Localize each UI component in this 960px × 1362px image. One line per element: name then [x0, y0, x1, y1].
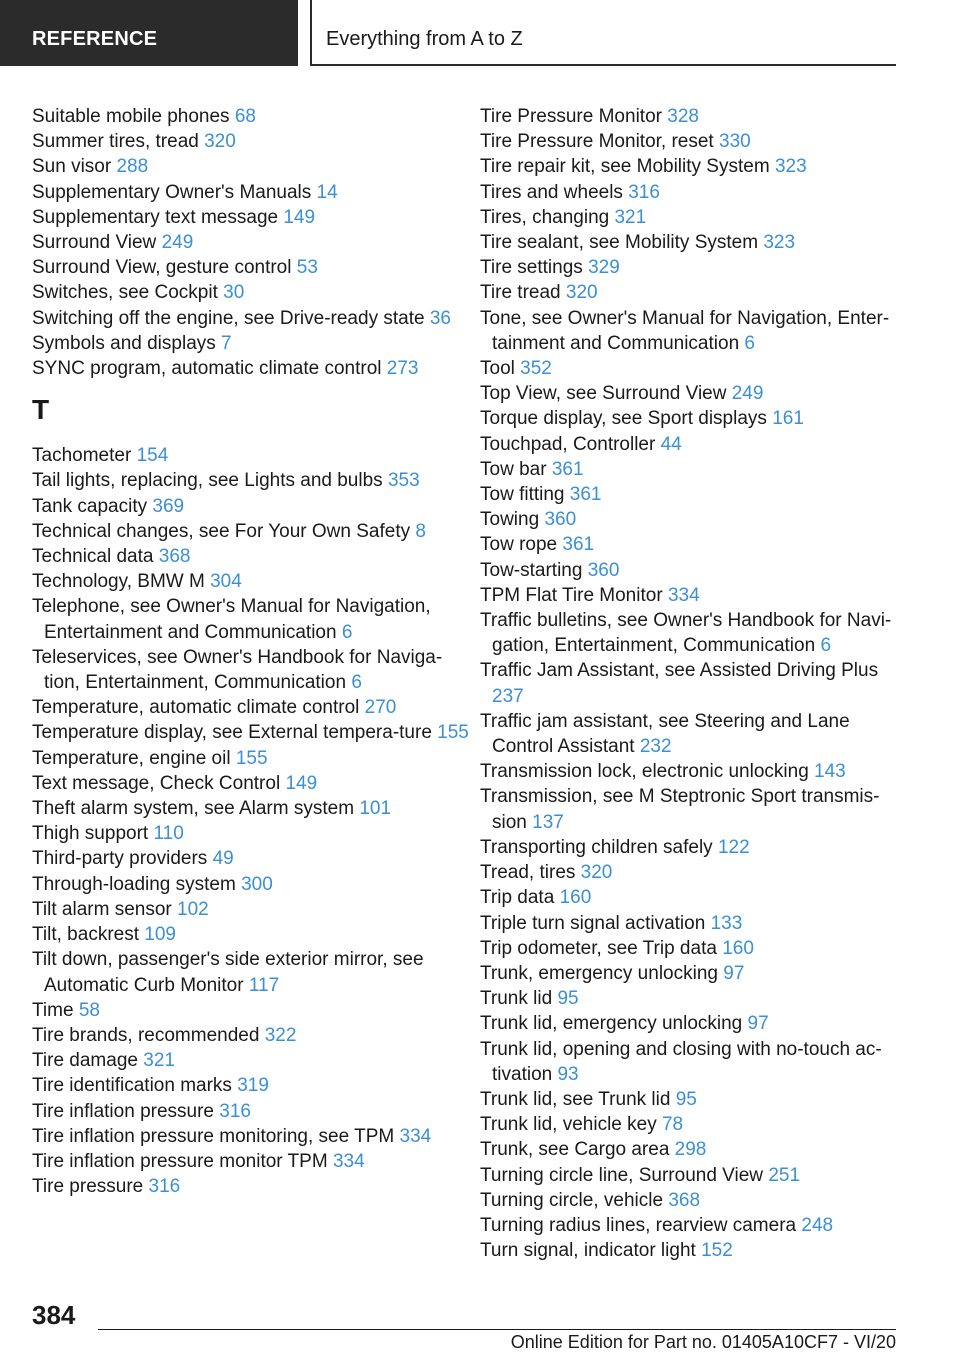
page-reference-link[interactable]: 155	[437, 722, 469, 744]
index-entry	[32, 846, 472, 871]
page-reference-link[interactable]: 155	[235, 747, 268, 769]
index-entry	[480, 532, 910, 557]
index-term: Torque display, see Sport displays	[480, 408, 767, 430]
index-term: Trip data	[480, 887, 555, 909]
index-entry	[32, 468, 472, 493]
index-term: Tire identification marks	[32, 1075, 232, 1097]
index-term: Transmission, see M Steptronic Sport transmis-sion	[480, 786, 880, 833]
index-term: Tilt down, passenger's side exterior mirror, see Automatic Curb Monitor	[32, 949, 424, 996]
index-entry	[480, 457, 910, 482]
page-reference-link[interactable]: 360	[544, 509, 577, 531]
index-term: Surround View	[32, 232, 157, 254]
index-entry	[480, 1011, 910, 1036]
index-term: Tire inflation pressure monitoring, see TPM	[32, 1125, 395, 1147]
header-divider	[310, 0, 312, 66]
index-entry	[480, 961, 910, 986]
index-entry	[32, 872, 472, 897]
page-reference-link[interactable]: 319	[237, 1075, 269, 1097]
index-entry	[32, 519, 472, 544]
index-term: Tire damage	[32, 1050, 138, 1072]
index-term: Suitable mobile phones	[32, 106, 230, 127]
index-term: Tires, changing	[480, 206, 610, 228]
index-entry	[32, 821, 472, 846]
page-reference-link[interactable]: 330	[719, 131, 751, 153]
index-entry	[480, 129, 910, 154]
index-entry	[32, 897, 472, 922]
index-term: Trunk lid	[480, 988, 553, 1010]
footer-rule	[98, 1329, 896, 1330]
page-reference-link[interactable]: 133	[710, 912, 743, 934]
index-entry	[32, 205, 472, 230]
index-entry	[32, 1124, 472, 1149]
index-term: Temperature, engine oil	[32, 747, 231, 769]
page-reference-link[interactable]: 36	[429, 307, 451, 329]
page-reference-link[interactable]: 304	[210, 571, 242, 593]
page-reference-link[interactable]: 137	[532, 811, 564, 833]
page-reference-link[interactable]: 8	[415, 520, 426, 542]
index-entry	[480, 885, 910, 910]
index-group-t	[32, 443, 472, 1199]
index-entry	[32, 443, 472, 468]
index-entry	[480, 1213, 910, 1238]
index-term: Turning radius lines, rearview camera	[480, 1214, 797, 1236]
index-column-right	[480, 104, 910, 1263]
index-term: Turning circle line, Surround View	[480, 1164, 764, 1186]
index-entry	[480, 1087, 910, 1112]
index-entry	[32, 998, 472, 1023]
page-reference-link[interactable]: 14	[316, 181, 338, 203]
index-term: Through-loading system	[32, 873, 236, 895]
edition-note: Online Edition for Part no. 01405A10CF7 - VI/20	[510, 1332, 896, 1352]
index-term: Tail lights, replacing, see Lights and bulbs	[32, 470, 383, 492]
page-reference-link[interactable]: 160	[722, 937, 754, 959]
index-term: Tire Pressure Monitor, reset	[480, 131, 714, 153]
page-reference-link[interactable]: 101	[359, 798, 392, 820]
index-entry	[32, 255, 472, 280]
index-term: Tire settings	[480, 257, 583, 279]
page-reference-link[interactable]: 320	[565, 282, 598, 304]
index-entry	[480, 936, 910, 961]
page-reference-link[interactable]: 251	[768, 1164, 801, 1186]
page-reference-link[interactable]: 361	[551, 458, 584, 480]
index-entry	[32, 331, 472, 356]
index-entry	[32, 1048, 472, 1073]
page-reference-link[interactable]: 6	[351, 672, 362, 694]
page-reference-link[interactable]: 102	[177, 898, 209, 920]
page-reference-link[interactable]: 334	[332, 1150, 365, 1172]
index-entry	[480, 255, 910, 280]
index-term: Tire brands, recommended	[32, 1024, 260, 1046]
index-entry	[480, 154, 910, 179]
index-entry	[32, 544, 472, 569]
index-entry	[480, 230, 910, 255]
index-term: Technical data	[32, 546, 154, 568]
index-term: Tow fitting	[480, 484, 565, 506]
index-term: Thigh support	[32, 823, 149, 845]
index-entry	[32, 180, 472, 205]
page-reference-link[interactable]: 237	[492, 685, 524, 707]
page-reference-link[interactable]: 323	[774, 156, 807, 178]
page-reference-link[interactable]: 369	[152, 495, 185, 517]
index-entry	[480, 1238, 910, 1263]
page-reference-link[interactable]: 95	[557, 988, 579, 1010]
page-reference-link[interactable]: 149	[285, 772, 318, 794]
page-reference-link[interactable]: 78	[661, 1114, 684, 1136]
page-reference-link[interactable]: 68	[234, 106, 256, 127]
index-term: Symbols and displays	[32, 332, 216, 354]
index-entry	[32, 771, 472, 796]
index-term: Switching off the engine, see Drive-ready state	[32, 307, 425, 329]
index-entry	[480, 784, 910, 834]
index-entry	[480, 406, 910, 431]
index-term: Switches, see Cockpit	[32, 282, 218, 304]
index-entry	[480, 280, 910, 305]
page-reference-link[interactable]: 323	[763, 232, 796, 254]
index-entry	[32, 230, 472, 255]
index-entry	[32, 280, 472, 305]
index-term: Top View, see Surround View	[480, 383, 727, 405]
header-rule	[312, 64, 896, 66]
index-entry	[480, 911, 910, 936]
index-term: Trunk lid, opening and closing with no-touch ac-tivation	[480, 1038, 882, 1085]
index-entry	[32, 645, 472, 695]
index-entry	[480, 1163, 910, 1188]
page-reference-link[interactable]: 149	[283, 206, 316, 228]
index-term: Supplementary text message	[32, 206, 279, 228]
page-reference-link[interactable]: 288	[116, 156, 149, 178]
page-reference-link[interactable]: 360	[587, 559, 620, 581]
index-term: Tire pressure	[32, 1176, 144, 1198]
page-reference-link[interactable]: 361	[562, 534, 595, 556]
index-term: Trunk, see Cargo area	[480, 1139, 670, 1161]
index-term: Touchpad, Controller	[480, 433, 656, 455]
page-reference-link[interactable]: 53	[296, 257, 318, 279]
index-term: Traffic Jam Assistant, see Assisted Driving Plus	[480, 660, 879, 682]
index-term: Triple turn signal activation	[480, 912, 706, 934]
page-reference-link[interactable]: 334	[399, 1125, 432, 1147]
index-term: Text message, Check Control	[32, 772, 281, 794]
index-entry	[32, 695, 472, 720]
page-reference-link[interactable]: 122	[717, 836, 750, 858]
index-term: SYNC program, automatic climate control	[32, 358, 382, 380]
index-entry	[480, 356, 910, 381]
page-reference-link[interactable]: 30	[223, 282, 245, 304]
index-term: Technical changes, see For Your Own Safety	[32, 520, 411, 542]
index-term: Summer tires, tread	[32, 131, 199, 153]
index-entry	[480, 180, 910, 205]
page-reference-link[interactable]: 316	[628, 181, 660, 203]
page-reference-link[interactable]: 110	[153, 823, 184, 845]
page-reference-link[interactable]: 298	[674, 1139, 707, 1161]
index-entry	[32, 356, 472, 381]
page-reference-link[interactable]: 248	[801, 1214, 834, 1236]
index-entry	[480, 1188, 910, 1213]
index-entry	[480, 1112, 910, 1137]
index-entry	[32, 922, 472, 947]
page-reference-link[interactable]: 249	[731, 383, 764, 405]
page-reference-link[interactable]: 49	[212, 848, 234, 870]
page-reference-link[interactable]: 316	[148, 1176, 181, 1198]
page-reference-link[interactable]: 368	[668, 1189, 701, 1211]
page-reference-link[interactable]: 109	[144, 924, 176, 946]
page-reference-link[interactable]: 97	[723, 962, 745, 984]
index-entry	[32, 947, 472, 997]
section-tab	[0, 0, 298, 66]
index-term: Time	[32, 999, 74, 1021]
chapter-title: Everything from A to Z	[326, 28, 523, 50]
page-reference-link[interactable]: 273	[386, 358, 419, 380]
index-term: Turning circle, vehicle	[480, 1189, 664, 1211]
page-reference-link[interactable]: 353	[387, 470, 420, 492]
page-reference-link[interactable]: 300	[241, 873, 273, 895]
page-reference-link[interactable]: 6	[744, 332, 755, 354]
page-reference-link[interactable]: 329	[588, 257, 620, 279]
index-term: Tone, see Owner's Manual for Navigation, Enter-tainment and Communication	[480, 307, 890, 354]
index-entry	[480, 104, 910, 129]
index-entry	[480, 482, 910, 507]
index-entry	[32, 1023, 472, 1048]
index-term: Sun visor	[32, 156, 112, 178]
index-column-left	[32, 104, 472, 1199]
index-entry	[480, 1137, 910, 1162]
index-group-s	[32, 104, 472, 381]
index-entry	[32, 154, 472, 179]
index-entry	[32, 1099, 472, 1124]
index-term: Trip odometer, see Trip data	[480, 937, 717, 959]
index-term: Tow rope	[480, 534, 558, 556]
index-term: Tire tread	[480, 282, 561, 304]
section-title: REFERENCE	[32, 28, 158, 50]
index-term: Temperature, automatic climate control	[32, 697, 360, 719]
index-term: Temperature display, see External tempera-ture	[32, 722, 432, 744]
index-entry	[480, 986, 910, 1011]
index-term: Surround View, gesture control	[32, 257, 292, 279]
index-entry	[480, 860, 910, 885]
index-term: Towing	[480, 509, 540, 531]
index-entry	[480, 558, 910, 583]
page-reference-link[interactable]: 6	[341, 621, 353, 643]
index-entry	[32, 569, 472, 594]
page-reference-link[interactable]: 143	[814, 761, 846, 783]
index-term: Tire inflation pressure monitor TPM	[32, 1150, 328, 1172]
index-term: Tire repair kit, see Mobility System	[480, 156, 770, 178]
index-term: Telephone, see Owner's Manual for Navigation, Entertainment and Communication	[32, 596, 431, 643]
page-reference-link[interactable]: 152	[701, 1240, 733, 1262]
page-reference-link[interactable]: 321	[143, 1050, 175, 1072]
index-entry	[480, 583, 910, 608]
index-term: Tilt, backrest	[32, 924, 139, 946]
page-reference-link[interactable]: 321	[614, 206, 647, 228]
page-reference-link[interactable]: 320	[204, 131, 236, 153]
page-reference-link[interactable]: 361	[569, 484, 602, 506]
page-reference-link[interactable]: 6	[820, 635, 832, 657]
index-term: Tires and wheels	[480, 181, 623, 203]
page-reference-link[interactable]: 161	[772, 408, 804, 430]
index-entry	[480, 1037, 910, 1087]
page-reference-link[interactable]: 249	[161, 232, 194, 254]
index-term: Tread, tires	[480, 862, 576, 884]
index-group-t-continued	[480, 104, 910, 1263]
index-term: Trunk lid, vehicle key	[480, 1114, 657, 1136]
index-term: TPM Flat Tire Monitor	[480, 584, 663, 606]
page-reference-link[interactable]: 368	[158, 546, 191, 568]
index-term: Teleservices, see Owner's Handbook for Naviga-tion, Entertainment, Communication	[32, 646, 443, 694]
index-entry	[32, 129, 472, 154]
index-entry	[480, 205, 910, 230]
index-entry	[480, 381, 910, 406]
index-term: Tool	[480, 358, 515, 380]
index-term: Trunk, emergency unlocking	[480, 962, 718, 984]
index-entry	[480, 507, 910, 532]
index-entry	[32, 720, 472, 745]
index-term: Technology, BMW M	[32, 571, 205, 593]
page-reference-link[interactable]: 95	[675, 1088, 697, 1110]
index-term: Trunk lid, emergency unlocking	[480, 1013, 743, 1035]
index-entry	[32, 104, 472, 129]
page-reference-link[interactable]: 7	[221, 332, 232, 354]
page-header	[0, 0, 960, 66]
index-term: Tire sealant, see Mobility System	[480, 232, 759, 254]
index-term: Tachometer	[32, 445, 132, 467]
index-term: Transporting children safely	[480, 836, 713, 858]
index-entry	[480, 432, 910, 457]
index-entry	[480, 608, 910, 658]
index-term: Tank capacity	[32, 495, 148, 517]
page-reference-link[interactable]: 322	[264, 1024, 297, 1046]
page-number: 384	[32, 1300, 76, 1330]
page-reference-link[interactable]: 97	[747, 1013, 769, 1035]
index-entry	[32, 1149, 472, 1174]
index-term: Supplementary Owner's Manuals	[32, 181, 312, 203]
index-entry	[32, 1174, 472, 1199]
page-reference-link[interactable]: 270	[364, 697, 397, 719]
index-entry	[32, 746, 472, 771]
index-entry	[480, 759, 910, 784]
index-entry	[32, 796, 472, 821]
index-entry	[32, 1073, 472, 1098]
section-letter: T	[32, 394, 50, 426]
index-entry	[480, 709, 910, 759]
page-reference-link[interactable]: 352	[520, 358, 552, 380]
page-reference-link[interactable]: 117	[248, 974, 280, 996]
index-term: Tire inflation pressure	[32, 1100, 214, 1122]
page-reference-link[interactable]: 154	[136, 445, 169, 467]
index-entry	[480, 658, 910, 708]
page-reference-link[interactable]: 328	[667, 106, 699, 127]
index-term: Turn signal, indicator light	[480, 1240, 696, 1262]
page-reference-link[interactable]: 160	[559, 887, 592, 909]
index-term: Tire Pressure Monitor	[480, 106, 662, 127]
page-reference-link[interactable]: 316	[219, 1100, 251, 1122]
page-reference-link[interactable]: 334	[667, 584, 700, 606]
index-term: Transmission lock, electronic unlocking	[480, 761, 809, 783]
page-reference-link[interactable]: 232	[639, 736, 672, 758]
page-reference-link[interactable]: 320	[580, 862, 613, 884]
index-entry	[32, 494, 472, 519]
index-term: Trunk lid, see Trunk lid	[480, 1088, 671, 1110]
index-term: Third-party providers	[32, 848, 208, 870]
index-entry	[32, 306, 472, 331]
index-term: Traffic bulletins, see Owner's Handbook for Navi-gation, Entertainment, Communication	[480, 610, 892, 657]
index-term: Tilt alarm sensor	[32, 898, 172, 920]
page-reference-link[interactable]: 93	[557, 1063, 579, 1085]
index-term: Tow bar	[480, 458, 547, 480]
index-entry	[32, 594, 472, 644]
index-term: Tow-starting	[480, 559, 583, 581]
page-reference-link[interactable]: 58	[78, 999, 100, 1021]
index-term: Theft alarm system, see Alarm system	[32, 798, 355, 820]
index-term: Traffic jam assistant, see Steering and Lane Control Assistant	[480, 710, 850, 758]
index-entry	[480, 835, 910, 860]
index-entry	[480, 306, 910, 356]
page-reference-link[interactable]: 44	[660, 433, 682, 455]
